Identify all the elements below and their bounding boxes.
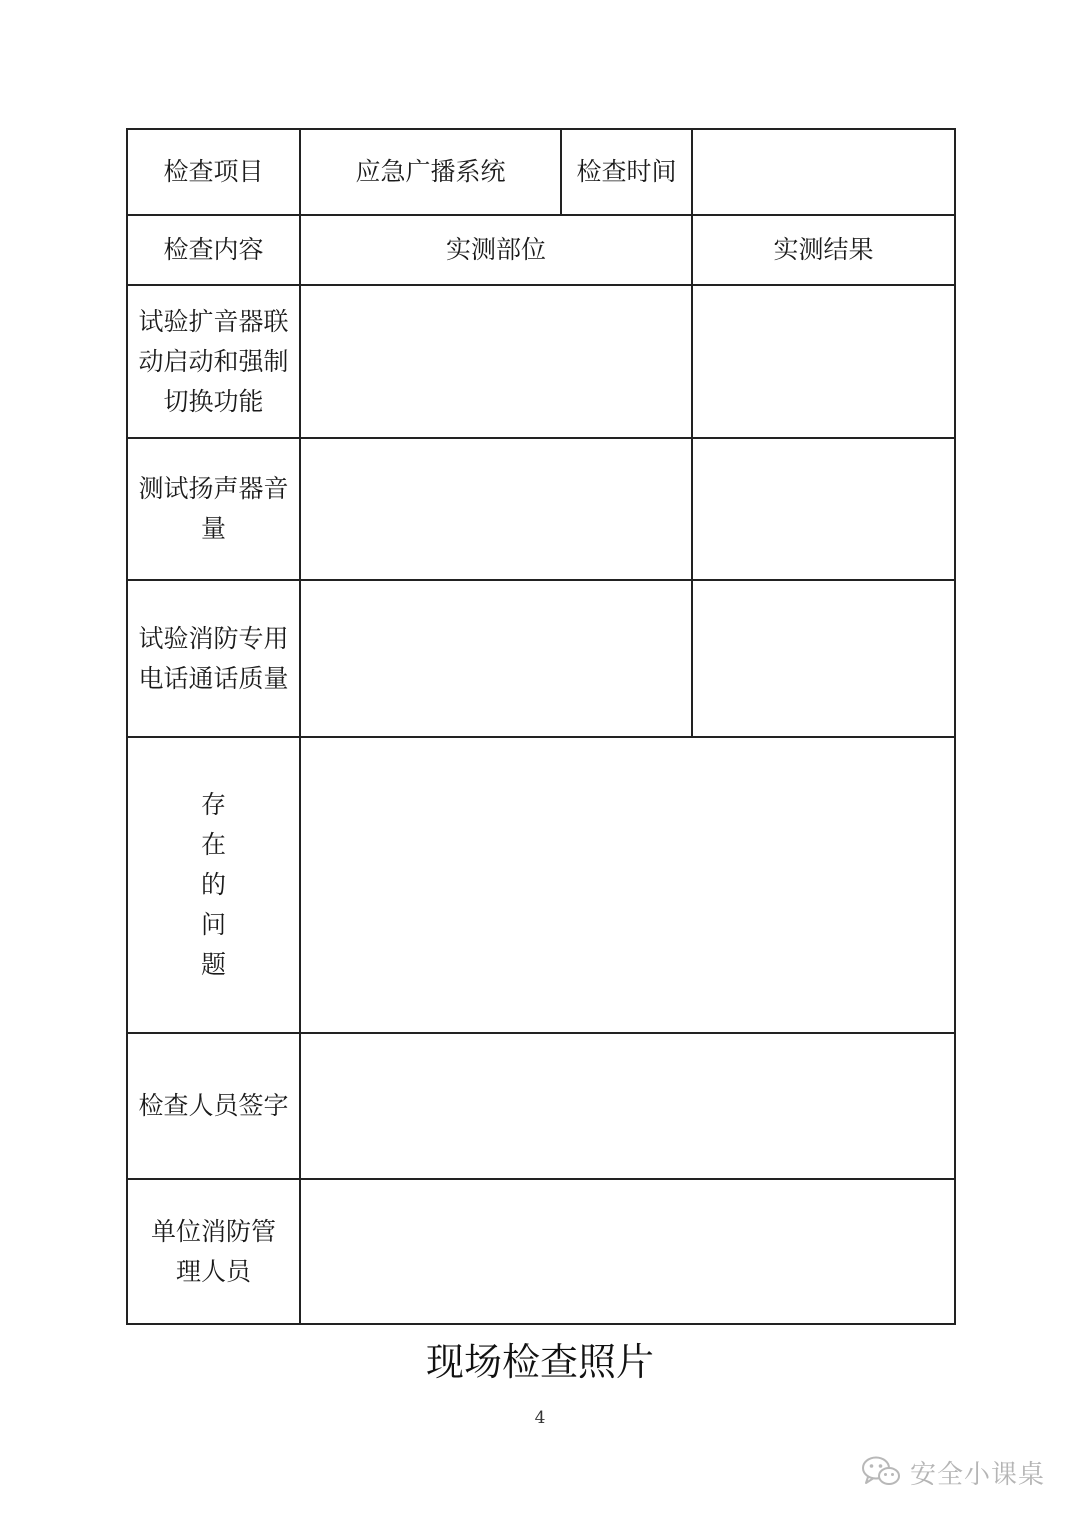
- item-label-cell: [127, 129, 300, 215]
- inspector-label: 检查人员签字: [138, 1091, 289, 1120]
- content-label: 检查内容: [163, 235, 264, 264]
- row-label-cell: [127, 285, 300, 438]
- inspector-signature-cell[interactable]: [300, 1033, 955, 1179]
- row-label: 试验扩音器联动启动和强制切换功能: [138, 306, 289, 416]
- header-row: [127, 129, 955, 215]
- time-label: 检查时间: [576, 157, 677, 186]
- manager-label-cell: [127, 1179, 300, 1324]
- location-entry-cell[interactable]: [300, 285, 692, 438]
- row-label: 试验消防专用电话通话质量: [138, 623, 289, 693]
- row-label: 测试扬声器音量: [138, 474, 289, 543]
- row-label-cell: [127, 580, 300, 737]
- result-entry-cell[interactable]: [692, 580, 955, 737]
- issues-label-char: 的: [200, 870, 226, 899]
- table-row: [127, 438, 955, 580]
- page-number: 4: [534, 1408, 546, 1428]
- item-label: 检查项目: [163, 157, 264, 186]
- issues-entry-cell[interactable]: [300, 737, 955, 1033]
- location-entry-cell[interactable]: [300, 580, 692, 737]
- watermark-text: 安全小课桌: [910, 1459, 1046, 1490]
- manager-label: 单位消防管理人员: [150, 1216, 276, 1286]
- column-header-row: [127, 215, 955, 285]
- manager-signature-cell[interactable]: [300, 1179, 955, 1324]
- item-value: 应急广播系统: [355, 157, 506, 186]
- photos-section-title: 现场检查照片: [425, 1340, 654, 1384]
- time-label-cell: [561, 129, 692, 215]
- watermark: [860, 1452, 1045, 1492]
- table-row: [127, 285, 955, 438]
- issues-label-char: 存: [200, 790, 226, 819]
- inspection-form-table: [126, 128, 956, 1325]
- inspector-label-cell: [127, 1033, 300, 1179]
- result-entry-cell[interactable]: [692, 438, 955, 580]
- inspector-row: [127, 1033, 955, 1179]
- issues-label-char: 问: [200, 910, 226, 939]
- issues-row: [127, 737, 955, 1033]
- issues-label-char: 题: [200, 950, 226, 979]
- item-value-cell: [300, 129, 561, 215]
- issues-label-cell: [127, 737, 300, 1033]
- time-value-cell[interactable]: [692, 129, 955, 215]
- result-header-cell: [692, 215, 955, 285]
- result-header: 实测结果: [773, 235, 874, 264]
- location-entry-cell[interactable]: [300, 438, 692, 580]
- table-row: [127, 580, 955, 737]
- row-label-cell: [127, 438, 300, 580]
- wechat-icon: [860, 1455, 902, 1489]
- result-entry-cell[interactable]: [692, 285, 955, 438]
- location-header: 实测部位: [445, 235, 546, 264]
- issues-label-char: 在: [200, 830, 226, 859]
- location-header-cell: [300, 215, 692, 285]
- content-label-cell: [127, 215, 300, 285]
- manager-row: [127, 1179, 955, 1324]
